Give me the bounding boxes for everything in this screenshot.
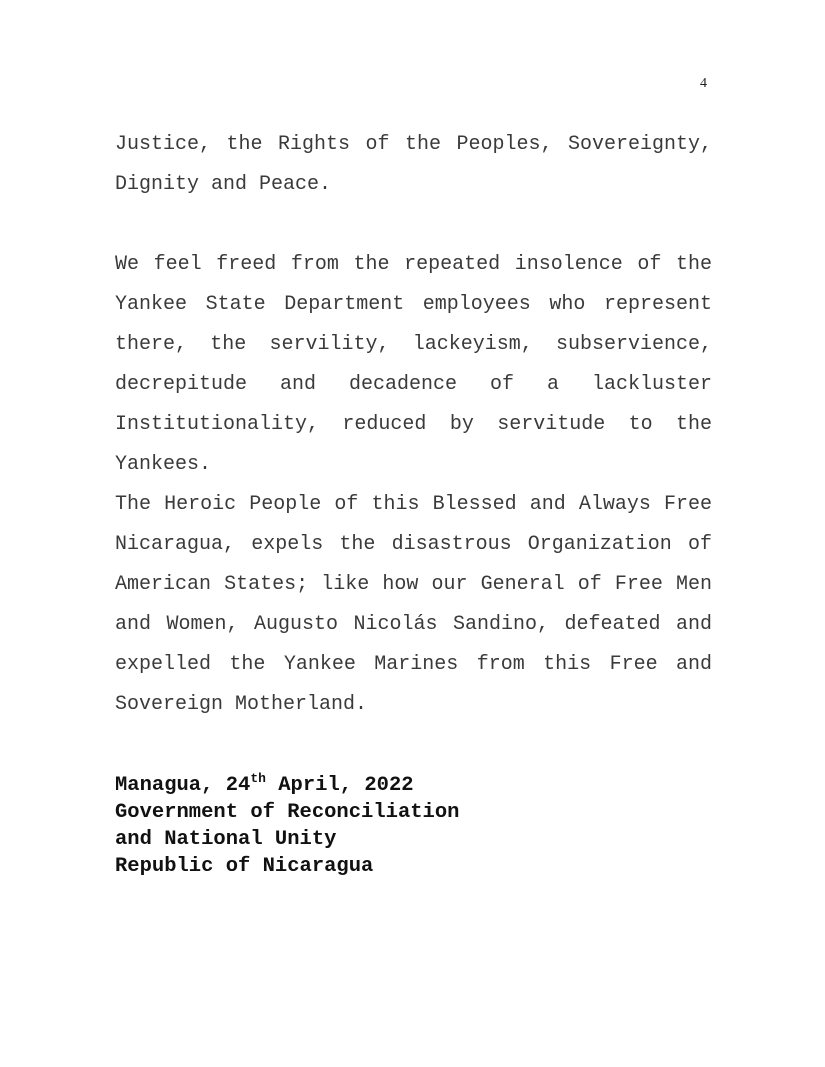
signature-date	[115, 772, 459, 799]
date-rest: April, 2022	[265, 774, 414, 797]
page-number: 4	[700, 76, 707, 91]
signature-government: Government of Reconciliation	[115, 801, 460, 824]
paragraph-1: Justice, the Rights of the Peoples, Sovereignty, Dignity and Peace.	[115, 133, 712, 196]
paragraph-2: We feel freed from the repeated insolence of the Yankee State Department employees who represent there, the servility, lackeyism, subservience, decrepitude and decadence of a lackluster Institutionality, reduced by servitude to the Yankees.	[115, 253, 712, 476]
signature-unity: and National Unity	[115, 828, 337, 851]
date-ordinal: th	[250, 771, 266, 786]
date-prefix: Managua, 24	[115, 774, 251, 797]
paragraph-3: The Heroic People of this Blessed and Always Free Nicaragua, expels the disastrous Organization of American States; like how our General of Free Men and Women, Augusto Nicolás Sandino, defeated and expelled the Yankee Marines from this Free and Sovereign Motherland.	[115, 493, 712, 716]
signature-block	[115, 772, 459, 880]
signature-republic: Republic of Nicaragua	[115, 855, 374, 878]
